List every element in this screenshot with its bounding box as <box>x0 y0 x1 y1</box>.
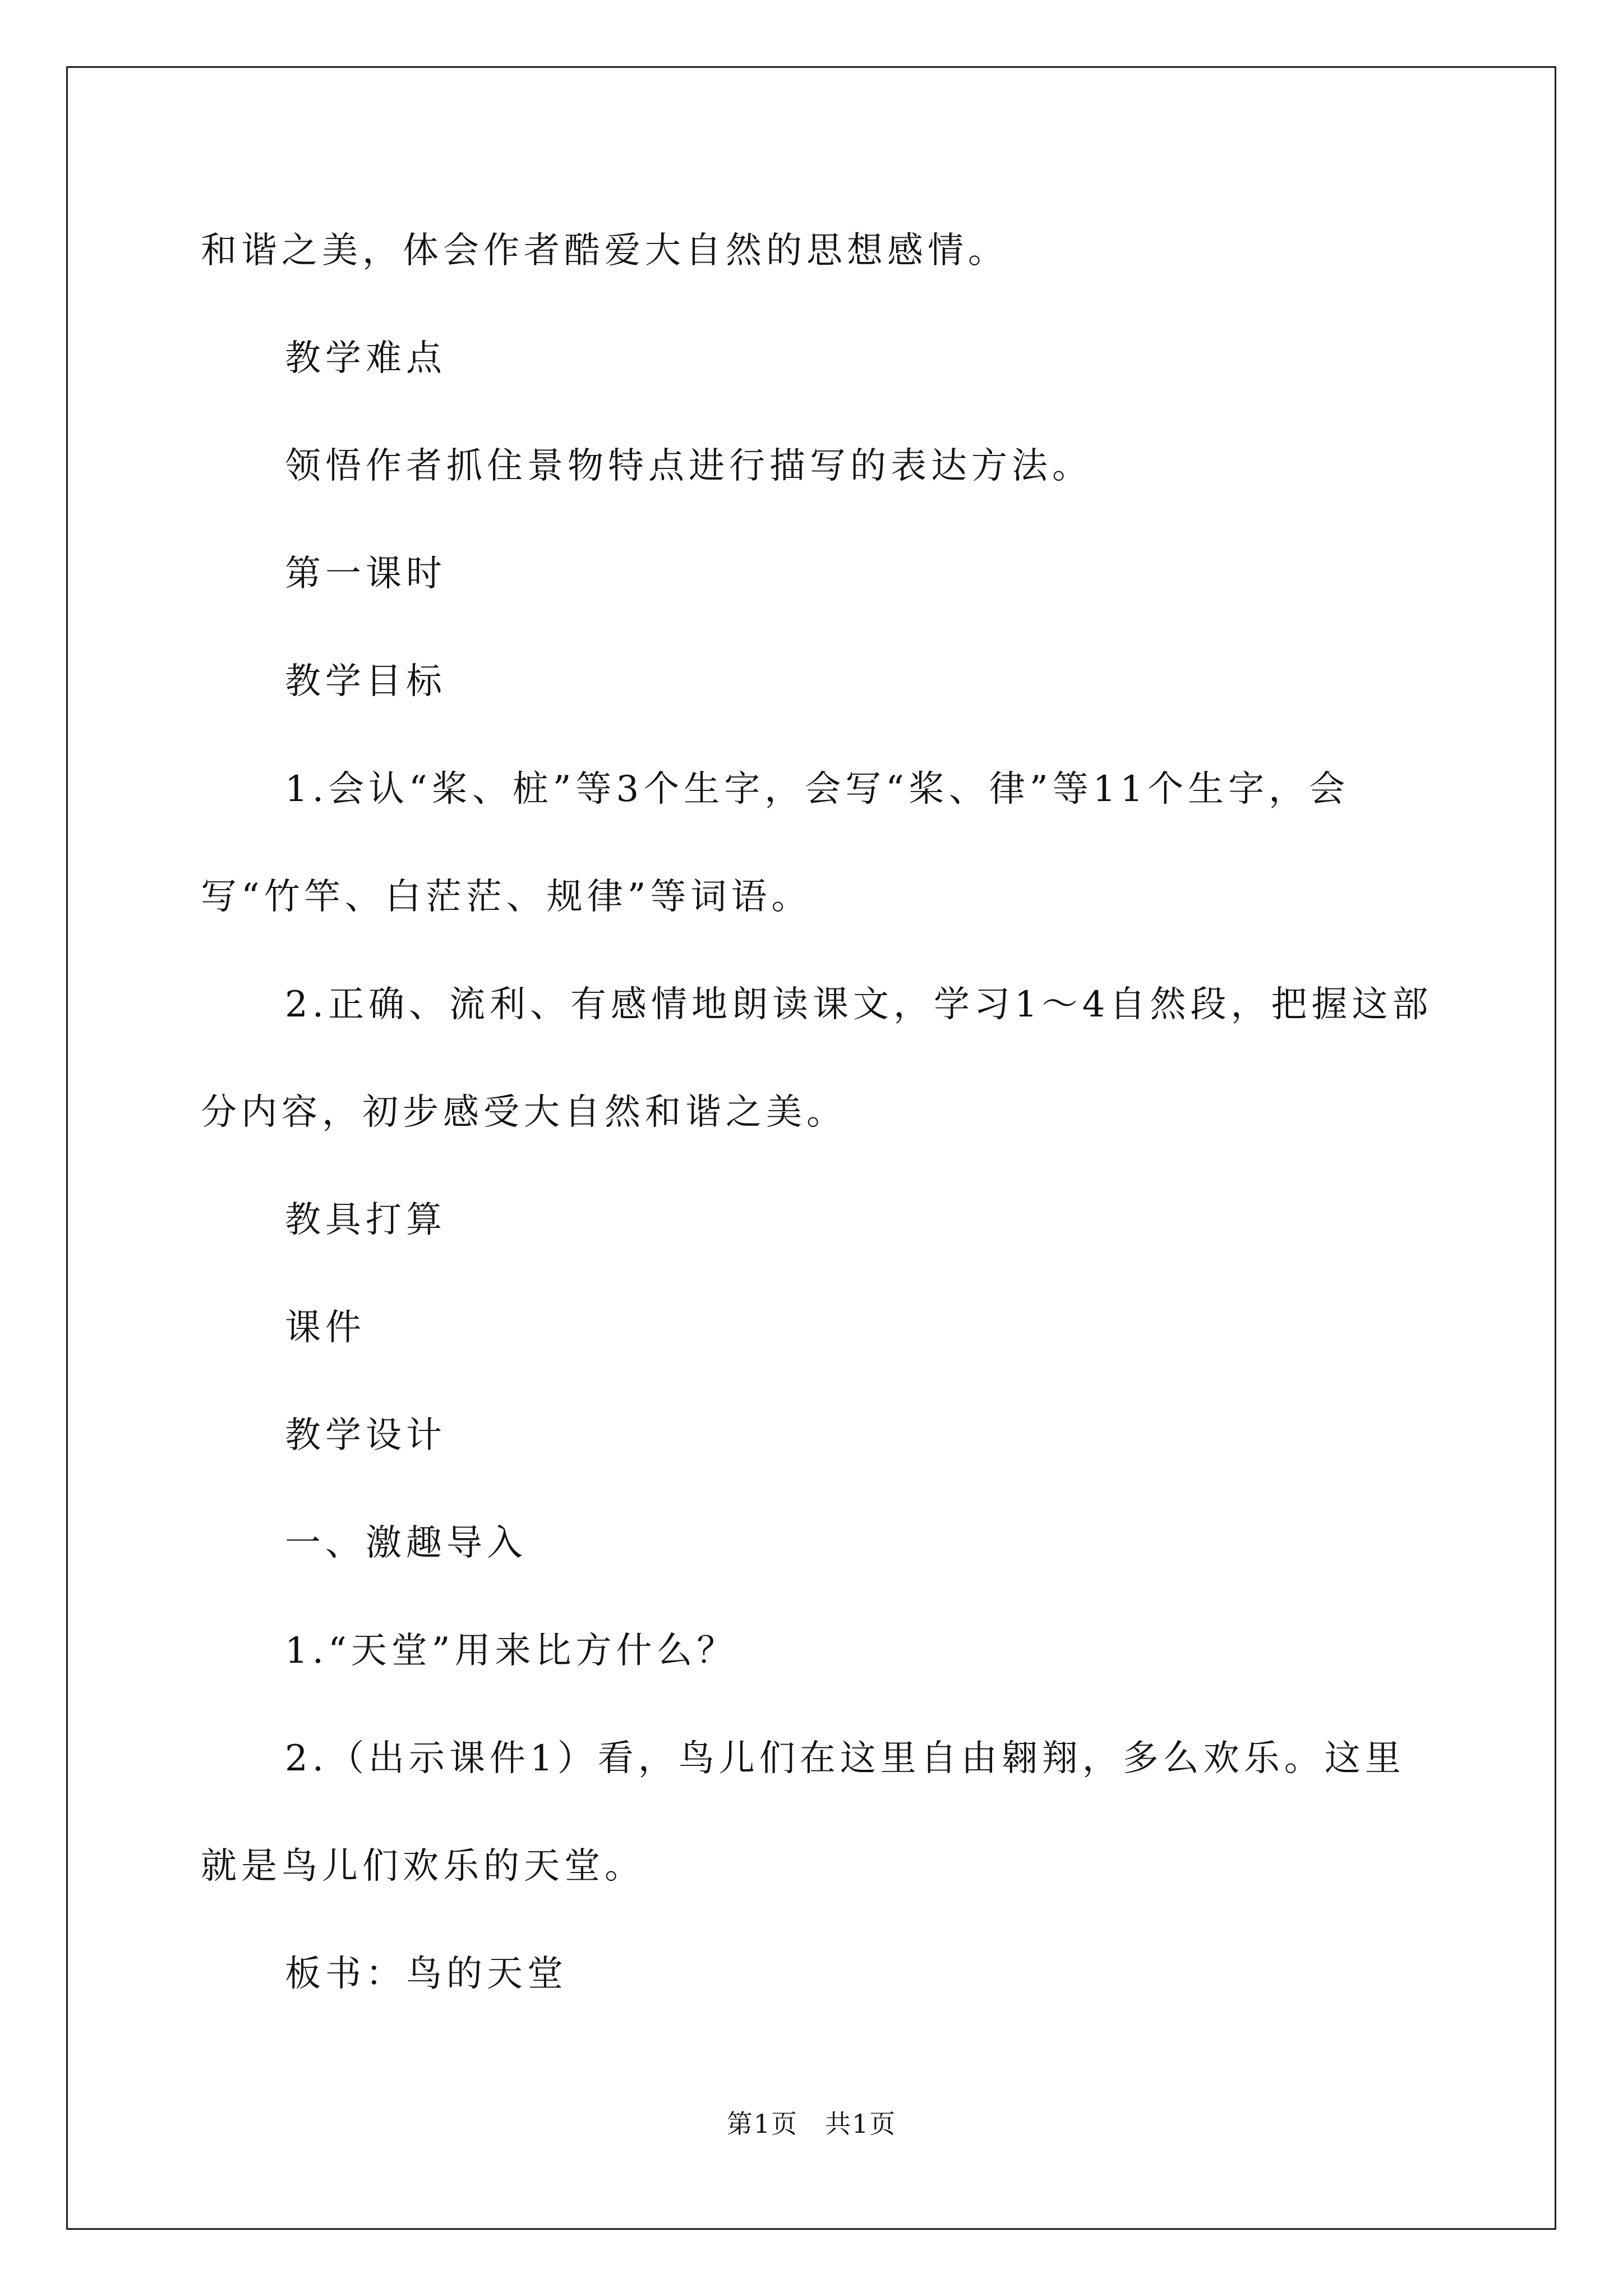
page-border <box>66 66 1556 2230</box>
section-heading: 教学难点 <box>285 338 446 379</box>
paragraph-line: 2.正确、流利、有感情地朗读课文，学习1～4自然段，把握这部 <box>285 984 1433 1025</box>
page-footer: 第1页 共1页 <box>726 2109 897 2139</box>
paragraph-line: 就是鸟儿们欢乐的天堂。 <box>201 1846 645 1887</box>
paragraph-line: 2.（出示课件1）看，鸟儿们在这里自由翱翔，多么欢乐。这里 <box>285 1738 1405 1779</box>
paragraph-line: 和谐之美，体会作者酷爱大自然的思想感情。 <box>201 230 1008 272</box>
paragraph-line: 板书：鸟的天堂 <box>285 1953 568 1995</box>
paragraph-line: 1.会认“桨、桩”等3个生字，会写“桨、律”等11个生字，会 <box>285 769 1350 810</box>
section-heading: 教学设计 <box>285 1415 446 1456</box>
paragraph-line: 课件 <box>285 1307 366 1349</box>
section-heading: 教学目标 <box>285 661 446 702</box>
paragraph-line: 写“竹竿、白茫茫、规律”等词语。 <box>201 876 812 918</box>
section-heading: 一、激趣导入 <box>285 1522 527 1564</box>
section-heading: 第一课时 <box>285 553 446 595</box>
paragraph-line: 1.“天堂”用来比方什么？ <box>285 1630 737 1672</box>
paragraph-line: 领悟作者抓住景物特点进行描写的表达方法。 <box>285 445 1092 487</box>
paragraph-line: 分内容，初步感受大自然和谐之美。 <box>201 1092 847 1133</box>
section-heading: 教具打算 <box>285 1199 446 1241</box>
